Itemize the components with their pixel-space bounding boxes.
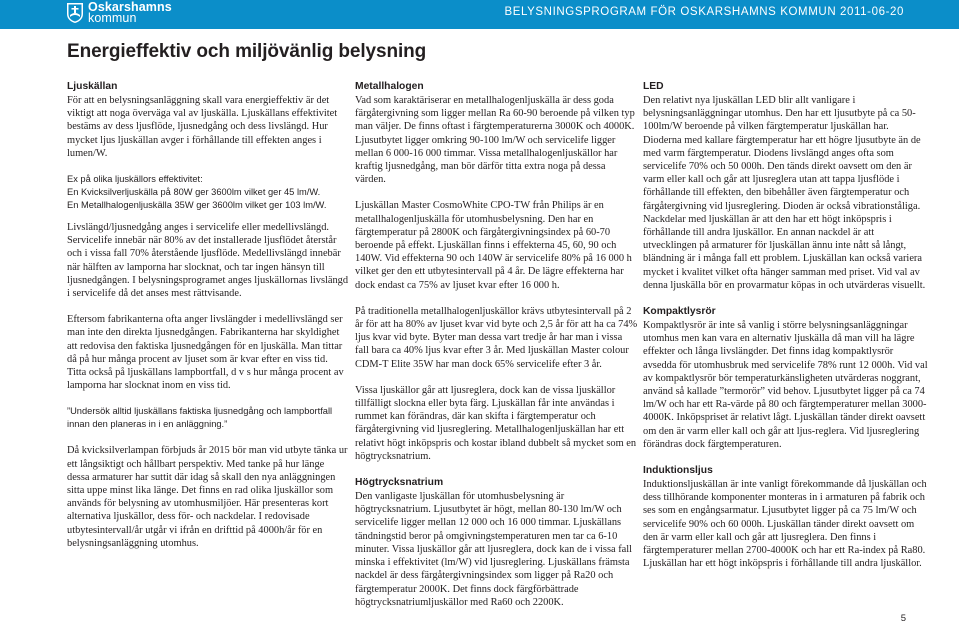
column-1 [67,80,349,563]
header-bar [0,0,959,29]
highlight-quote: ”Undersök alltid ljuskällans faktiska ljusnedgång och lampbortfall innan den planeras in i en anläggning.” [67,406,333,430]
paragraph: För att en belysningsanläggning skall vara energieffektiv är det viktigt att noga överväga val av ljuskälla. Ljuskällans effektivitet bestäms av dess ljusflöde, ljusnedgång och dess livslängd. Hur mycket ljus ljuskällan avger i förhållande till effekten anges i lumen/W. [67,95,338,159]
examples-heading: Ex på olika ljuskällors effektivitet: [67,174,203,185]
logo-text [88,2,172,24]
column-3 [643,80,929,584]
paragraph: Vissa ljuskällor går att ljusreglera, dock kan de vissa ljuskällor tillfälligt slockna eller byta färg. Ljuskällan får inte användas i rummet kan förändras, där kan skifta i färgtemperatur och färgåtergivning vid ljusreglering. Metallhalogenljuskällan har ett relativt högt inköpspris och kostar ibland dubbelt så mycket som en högtrycksnatrium. [355,384,637,462]
example-line: En Kvicksilverljuskälla på 80W ger 3600lm vilket ger 45 lm/W. [67,187,321,198]
page-number: 5 [900,613,906,624]
efficiency-examples [67,173,349,212]
document-header-title: BELYSNINGSPROGRAM FÖR OSKARSHAMNS KOMMUN 2011-06-20 [504,6,904,18]
paragraph: Livslängd/ljusnedgång anges i servicelife eller medellivslängd. Servicelife innebär när 80% av det installerade ljusflödet återstår och i vissa fall 70% återstående ljusflöde. Medellivslängd innebär när hälften av lamporna har slocknat, och tar ingen hänsyn till ljusnedgången. I belysningsprogramet anges ljuskällornas livslängd i servicelife då det anses mest rättvisande. [67,222,349,300]
logo-line-1: Oskarshamns [88,0,172,14]
page-title: Energieffektiv och miljövänlig belysning [67,41,427,62]
column-2 [355,80,638,622]
paragraph: Den relativt nya ljuskällan LED blir allt vanligare i belysningsanläggningar utomhus. Den har ett ljusutbyte på ca 50-100lm/W beroende på vilken färgtemperatur ljuskällan har. Dioderna med kallare färgtemperatur har ett högre ljusutbyte än de med varm färgtemperatur. Diodens livslängd anges ofta som servicelife 70% och 50 000h. Den tänds direkt oavsett om den är varm eller kall och går att ljusreglera utan att tappa ljusflöde i förhållande till effekten, den bibehåller även färgtemperatur och färgåtergivning vid ljusreglering. Dioden är också vibrationståliga. Nackdelar med ljuskällan är att den har ett högt inköpspris i förhållande till andra ljuskällor. En annan nackdel är att utvecklingen på armaturer för ljuskällan ännu inte nått så långt, bländning är i många fall ett problem. Ljuskällan kan också variera mycket i kvalitet vilket ofta hänger samman med priset. Vid val av denna ljuskälla bör en provarmatur köpas in och utvärderas visuellt. [643,95,926,291]
paragraph: Eftersom fabrikanterna ofta anger livslängder i medellivslängd ser man inte den direkta ljusnedgången. Fabrikanterna har skyldighet att redovisa den faktiska ljusnedgången för en ljuskälla. Man tittar då på hur många procent av ljuset som är kvar efter en viss tid. Titta också på ljuskällans lampbortfall, d v s hur många procent av lamporna har slocknat inom en viss tid. [67,314,344,392]
municipality-crest-icon [66,2,84,24]
paragraph: Då kvicksilverlampan förbjuds år 2015 bör man vid utbyte tänka ur ett långsiktigt och hållbart perspektiv. Med tanke på hur länge dessa armaturer har suttit där idag så skall den nya anläggningen sitta uppe minst lika länge. Det finns en rad olika ljuskällor som används för belysning av utomhusmiljöer. Här presenteras kort alternativa ljuskällor, dess för- och nackdelar. I redovisade utbytesintervall/år utgår vi ifrån en drifttid på 4000h/år för en belysningsanläggning utomhus. [67,445,348,549]
section-heading-ljuskallan: Ljuskällan [67,81,118,92]
example-line: En Metallhalogenljuskälla 35W ger 3600lm vilket ger 103 lm/W. [67,200,327,211]
paragraph: Vad som karaktäriserar en metallhalogenljuskälla är dess goda färgåtergivning som ligger mellan Ra 60-90 beroende på vilken typ man väljer. De finns oftast i färgtemperaturerna 3000K och 4000K. Ljusutbytet ligger omkring 90-100 lm/W och servicelife ligger mellan 6 000-16 000 timmar. Vissa metallhalogenljuskällor har kraftig ljusnedgång, man bör därför titta extra noga på dessa värden. [355,95,635,186]
section-heading-kompaktlysror: Kompaktlysrör [643,306,716,318]
logo [66,2,172,24]
paragraph: På traditionella metallhalogenljuskällor krävs utbytesintervall på 2 år för att ha 80% av ljuset kvar vid byte och 2,5 år för att ha ca 74% ljus kvar vid byte. Byter man dessa vart tredje år har man i vissa fall bara ca 40% ljus kvar efter 3 år. Med ljuskällan Master colour CDM-T Elite 35W har man dock 65% servicelife efter 3 år. [355,305,638,370]
section-heading-induktionsljus: Induktionsljus [643,465,713,477]
paragraph: Ljuskällan Master CosmoWhite CPO-TW från Philips är en metallhalogenljuskälla för utomhusbelysning. Den har en färgtemperatur på 2800K och färgåtergivningsindex på 60-70 beroende på effekt. Ljuskällan finns i effekterna 45, 60, 90 och 140W. Vid effekterna 90 och 140W är servicelife 80% på 16 000 h vilket ger den ett utbytesintervall på 4 år. De lägre effekterna har dock endast ca 75% av ljuset kvar efter 16 000 h. [355,200,632,291]
section-heading-metallhalogen: Metallhalogen [355,81,424,92]
logo-line-2: kommun [88,11,137,25]
section-heading-hogtrycksnatrium: Högtrycksnatrium [355,477,444,489]
paragraph: Kompaktlysrör är inte så vanlig i större belysningsanläggningar utomhus men kan vara en alternativ ljuskälla då man vill ha lägre effekter och långa livslängder. Det finns idag kompaktlysrör avsedda för utomhusbruk med servicelife 78% runt 12 000h. Vid val av kompaktlysrör bör temperaturkänsligheten utvärderas noggrant, använd så kallade ”termorör” vid behov. Ljusutbytet ligger på ca 74 lm/W och har ett Ra-värde på 80 och färgtemperaturer mellan 3000-4000K. Inköpspriset är relativt lågt. Ljuskällan tänder direkt oavsett om den är varm eller kall och går att ljus-reglera. Vid ljusreglering förändras dock färgtemperaturen. [643,320,928,450]
section-heading-led: LED [643,81,664,92]
paragraph: Induktionsljuskällan är inte vanligt förekommande då ljuskällan och dess tillhörande komponenter monteras in i armaturen på fabrik och ses som en engångsarmatur. Ljusutbytet ligger på ca 75 lm/W och servicelife 90% och 60 000h. Ljuskällan tänder direkt oavsett om den är varm eller kall och går att ljusreglera. Den finns i färgtemperaturer mellan 2700-4000K och har ett Ra-index på Ra80. Ljuskällan har ett högt inköpspris i förhållande till andra ljuskällor. [643,479,927,570]
paragraph: Den vanligaste ljuskällan för utomhusbelysning är högtrycksnatrium. Ljusutbytet är högt, mellan 80-130 lm/W och servicelife ligger mellan 12 000 och 16 000 timmar. Ljuskällans tändningstid beror på omgivningstemperaturen men tar ca 6-10 minuter. Vissa ljuskällor går att ljusreglera, dock kan de i vissa fall minska i effektivitet (lm/W) vid ljusreglering. Ljuskällans främsta nackdel är dess färgåtergivningsindex som ligger på Ra20 och färgtemperatur 2000K. Det finns dock färgförbättrade högtrycksnatriumljuskällor med Ra60 och 2200K. [355,491,633,608]
